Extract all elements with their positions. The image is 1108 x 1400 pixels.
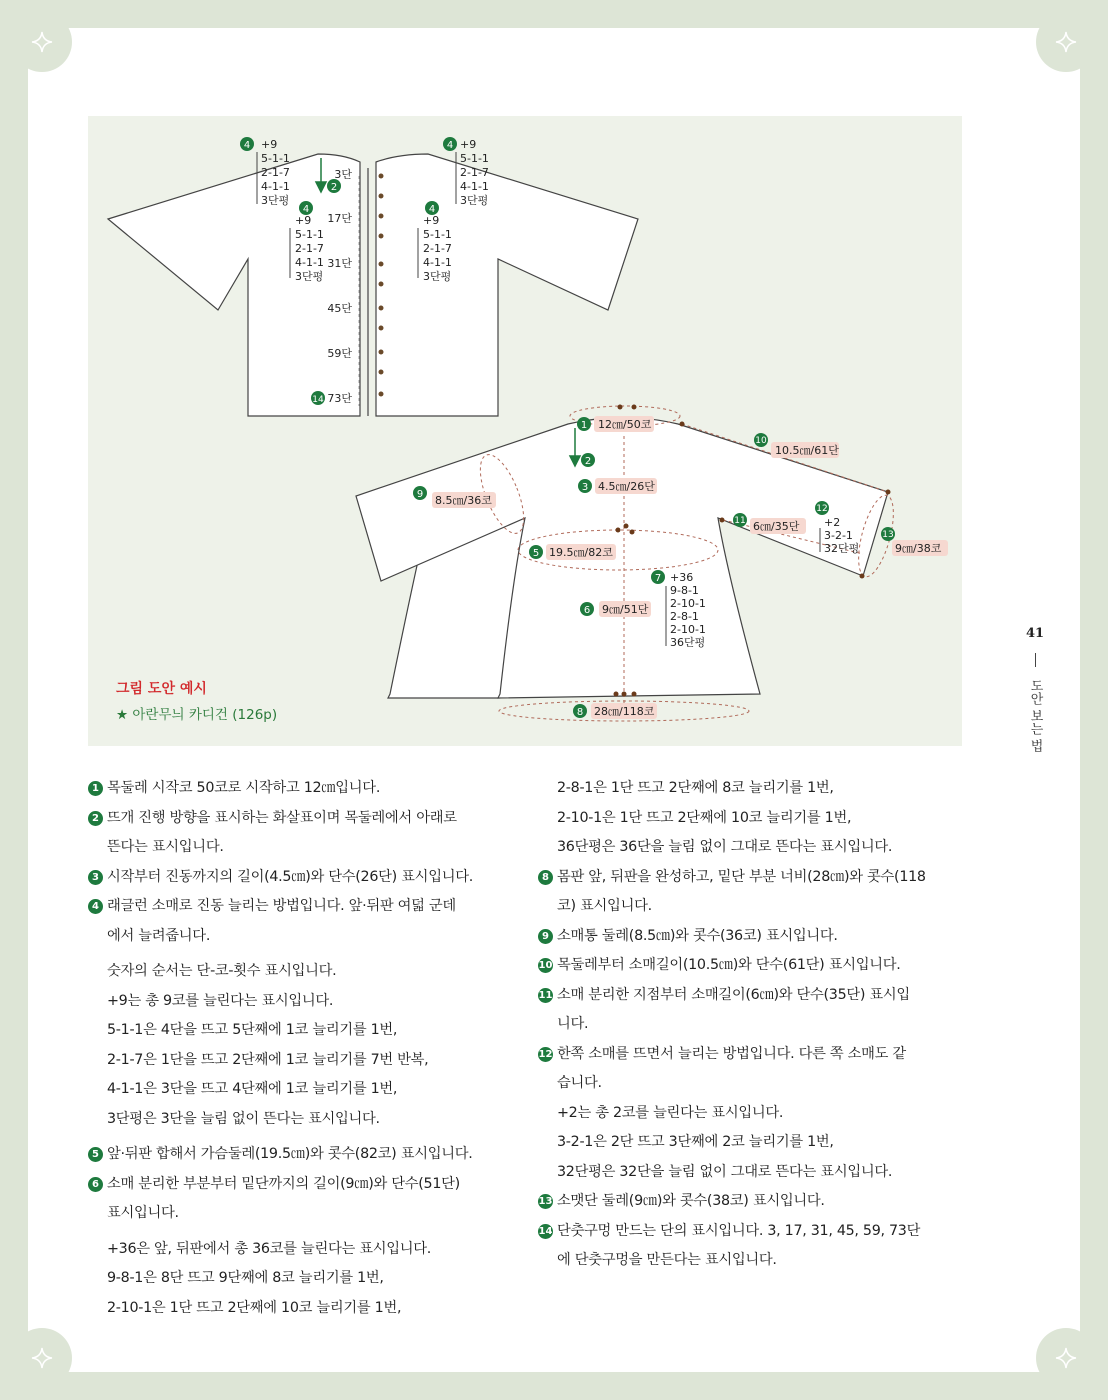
svg-text:5-1-1: 5-1-1 <box>460 152 489 165</box>
number-badge: 4 <box>88 899 103 914</box>
depth-label: 4.5㎝/26단 <box>598 480 655 493</box>
sparkle-icon <box>1054 30 1078 54</box>
divider <box>1035 653 1036 667</box>
svg-text:9-8-1: 9-8-1 <box>670 584 699 597</box>
number-badge: 8 <box>538 870 553 885</box>
number-badge: 6 <box>88 1177 103 1192</box>
note-3: 3 시작부터 진동까지의 길이(4.5㎝)와 단수(26단) 표시입니다. <box>88 863 518 893</box>
row-marker: 3단 <box>334 168 352 181</box>
number-badge: 14 <box>538 1225 553 1237</box>
svg-text:7: 7 <box>654 573 662 584</box>
corner-ornament <box>1036 12 1096 72</box>
note-7-continued: 2-8-1은 1단 뜨고 2단째에 8코 늘리기를 1번, 2-10-1은 1단 뜨고 2단째에 10코 늘리기를 1번, 36단평은 36단을 늘림 없이 그대로 뜬다는 표시입니다. <box>557 780 893 855</box>
upper-arm-label: 8.5㎝/36코 <box>435 494 492 507</box>
svg-text:10: 10 <box>755 436 767 446</box>
svg-text:4-1-1: 4-1-1 <box>423 256 452 269</box>
svg-text:9: 9 <box>416 489 424 500</box>
note-8: 8 몸판 앞, 뒤판을 완성하고, 밑단 부분 너비(28㎝)와 콧수(118 코) 표시입니다. <box>538 863 978 922</box>
svg-text:2: 2 <box>330 182 338 193</box>
svg-text:2-1-7: 2-1-7 <box>423 242 452 255</box>
row-marker: 73단 <box>327 392 352 405</box>
section-title: 도안 보는 법 <box>1027 679 1043 753</box>
cuff-label: 9㎝/38코 <box>895 542 942 555</box>
svg-text:4-1-1: 4-1-1 <box>261 180 290 193</box>
hem-label: 28㎝/118코 <box>594 705 655 718</box>
svg-text:+2: +2 <box>824 516 841 529</box>
svg-text:+9: +9 <box>261 138 278 151</box>
svg-text:2-1-7: 2-1-7 <box>460 166 489 179</box>
svg-text:4: 4 <box>446 140 454 151</box>
note-9: 9 소매통 둘레(8.5㎝)와 콧수(36코) 표시입니다. <box>538 922 978 952</box>
svg-text:5-1-1: 5-1-1 <box>261 152 290 165</box>
caption-subtitle: ★ 아란무늬 카디건 (126p) <box>116 707 278 723</box>
number-badge: 12 <box>538 1048 553 1060</box>
svg-text:14: 14 <box>312 395 324 405</box>
svg-text:2-10-1: 2-10-1 <box>670 623 706 636</box>
svg-text:3단평: 3단평 <box>261 194 290 207</box>
svg-text:+9: +9 <box>423 214 440 227</box>
svg-text:5-1-1: 5-1-1 <box>423 228 452 241</box>
number-badge: 3 <box>88 870 103 885</box>
svg-text:5-1-1: 5-1-1 <box>295 228 324 241</box>
bottom-cardigan-drawing <box>356 418 888 699</box>
raglan-label: 10.5㎝/61단 <box>775 444 839 457</box>
left-column <box>88 774 518 1323</box>
svg-text:6: 6 <box>583 605 591 616</box>
note-14: 14 단춧구멍 만드는 단의 표시입니다. 3, 17, 31, 45, 59, 73단 에 단춧구멍을 만든다는 표시입니다. <box>538 1222 921 1268</box>
number-badge: 1 <box>88 781 103 796</box>
note-1: 1 목둘레 시작코 50코로 시작하고 12㎝입니다. <box>88 774 518 804</box>
svg-text:+36: +36 <box>670 571 694 584</box>
corner-ornament <box>12 1328 72 1388</box>
row-marker: 17단 <box>327 212 352 225</box>
svg-text:1: 1 <box>580 420 588 431</box>
note-4-detail: 숫자의 순서는 단-코-횟수 표시입니다. +9는 총 9코를 늘린다는 표시입니다. 5-1-1은 4단을 뜨고 5단째에 1코 늘리기를 1번, 2-1-7은 1단을 뜨고 2단째에 1코 늘리기를 7번 반복, 4-1-1은 3단을 뜨고 4단째에 1코 늘리기를 1번, 3단평은 3단을 늘림 없이 뜬다는 표시입니다. <box>107 963 429 1127</box>
svg-text:4-1-1: 4-1-1 <box>460 180 489 193</box>
svg-text:3-2-1: 3-2-1 <box>824 529 853 542</box>
top-cardigan-drawing <box>108 154 638 416</box>
number-badge: 10 <box>538 960 553 971</box>
svg-text:12: 12 <box>816 504 828 514</box>
svg-text:2-1-7: 2-1-7 <box>295 242 324 255</box>
note-11: 11 소매 분리한 지점부터 소매길이(6㎝)와 단수(35단) 표시입 니다. <box>538 986 910 1032</box>
number-badge: 5 <box>88 1147 103 1162</box>
svg-text:8: 8 <box>576 707 584 718</box>
svg-text:36단평: 36단평 <box>670 636 706 649</box>
note-2: 2 뜨개 진행 방향을 표시하는 화살표이며 목둘레에서 아래로 뜬다는 표시입니다. <box>88 804 518 863</box>
svg-text:4: 4 <box>428 204 436 215</box>
number-badge: 9 <box>538 929 553 944</box>
svg-text:2-10-1: 2-10-1 <box>670 597 706 610</box>
svg-text:3단평: 3단평 <box>423 270 452 283</box>
side-tab <box>1020 626 1050 752</box>
svg-text:+9: +9 <box>295 214 312 227</box>
svg-text:4: 4 <box>302 204 310 215</box>
svg-text:3단평: 3단평 <box>460 194 489 207</box>
svg-text:3단평: 3단평 <box>295 270 324 283</box>
svg-text:+9: +9 <box>460 138 477 151</box>
row-marker: 31단 <box>327 257 352 270</box>
row-marker: 59단 <box>327 347 352 360</box>
label-num-2 <box>327 179 341 193</box>
svg-text:4: 4 <box>243 140 251 151</box>
body-length-label: 9㎝/51단 <box>602 603 649 616</box>
note-13: 13 소맷단 둘레(9㎝)와 콧수(38코) 표시입니다. <box>538 1193 825 1209</box>
sparkle-icon <box>30 1346 54 1370</box>
svg-text:5: 5 <box>532 548 540 559</box>
note-12-detail: +2는 총 2코를 늘린다는 표시입니다. 3-2-1은 2단 뜨고 3단째에 2코 늘리기를 1번, 32단평은 32단을 늘림 없이 그대로 뜬다는 표시입니다. <box>557 1104 893 1180</box>
number-badge: 11 <box>538 989 553 1001</box>
sparkle-icon <box>1054 1346 1078 1370</box>
note-7-detail: +36은 앞, 뒤판에서 총 36코를 늘린다는 표시입니다. 9-8-1은 8단 뜨고 9단째에 8코 늘리기를 1번, 2-10-1은 1단 뜨고 2단째에 10코 늘리기를 1번, <box>107 1240 432 1316</box>
note-4: 4 래글런 소매로 진동 늘리는 방법입니다. 앞·뒤판 여덟 군데 에서 늘려줍니다. <box>88 892 518 951</box>
sleeve-label: 6㎝/35단 <box>753 520 800 533</box>
row-marker: 45단 <box>327 302 352 315</box>
number-badge: 2 <box>88 811 103 826</box>
number-badge: 13 <box>538 1196 553 1207</box>
label-num-14 <box>311 391 325 405</box>
svg-text:11: 11 <box>734 516 746 526</box>
right-column <box>538 774 978 1276</box>
svg-text:13: 13 <box>882 530 894 540</box>
note-12: 12 한쪽 소매를 뜨면서 늘리는 방법입니다. 다른 쪽 소매도 같 습니다. <box>538 1045 906 1091</box>
chest-label: 19.5㎝/82코 <box>549 546 613 559</box>
corner-ornament <box>12 12 72 72</box>
pattern-diagram <box>88 116 962 746</box>
corner-ornament <box>1036 1328 1096 1388</box>
note-10: 10 목둘레부터 소매길이(10.5㎝)와 단수(61단) 표시입니다. <box>538 957 901 973</box>
note-6: 6 소매 분리한 부분부터 밑단까지의 길이(9㎝)와 단수(51단) 표시입니다. <box>88 1170 518 1229</box>
pattern-svg <box>88 116 962 746</box>
svg-text:4-1-1: 4-1-1 <box>295 256 324 269</box>
neck-label: 12㎝/50코 <box>598 418 652 431</box>
svg-text:2-8-1: 2-8-1 <box>670 610 699 623</box>
caption-title: 그림 도안 예시 <box>116 681 207 697</box>
note-5: 5 앞·뒤판 합해서 가슴둘레(19.5㎝)와 콧수(82코) 표시입니다. <box>88 1140 518 1170</box>
sparkle-icon <box>30 30 54 54</box>
page-number: 41 <box>1025 626 1045 641</box>
svg-text:2-1-7: 2-1-7 <box>261 166 290 179</box>
svg-text:32단평: 32단평 <box>824 542 860 555</box>
svg-text:2: 2 <box>584 456 592 467</box>
svg-text:3: 3 <box>581 482 589 493</box>
